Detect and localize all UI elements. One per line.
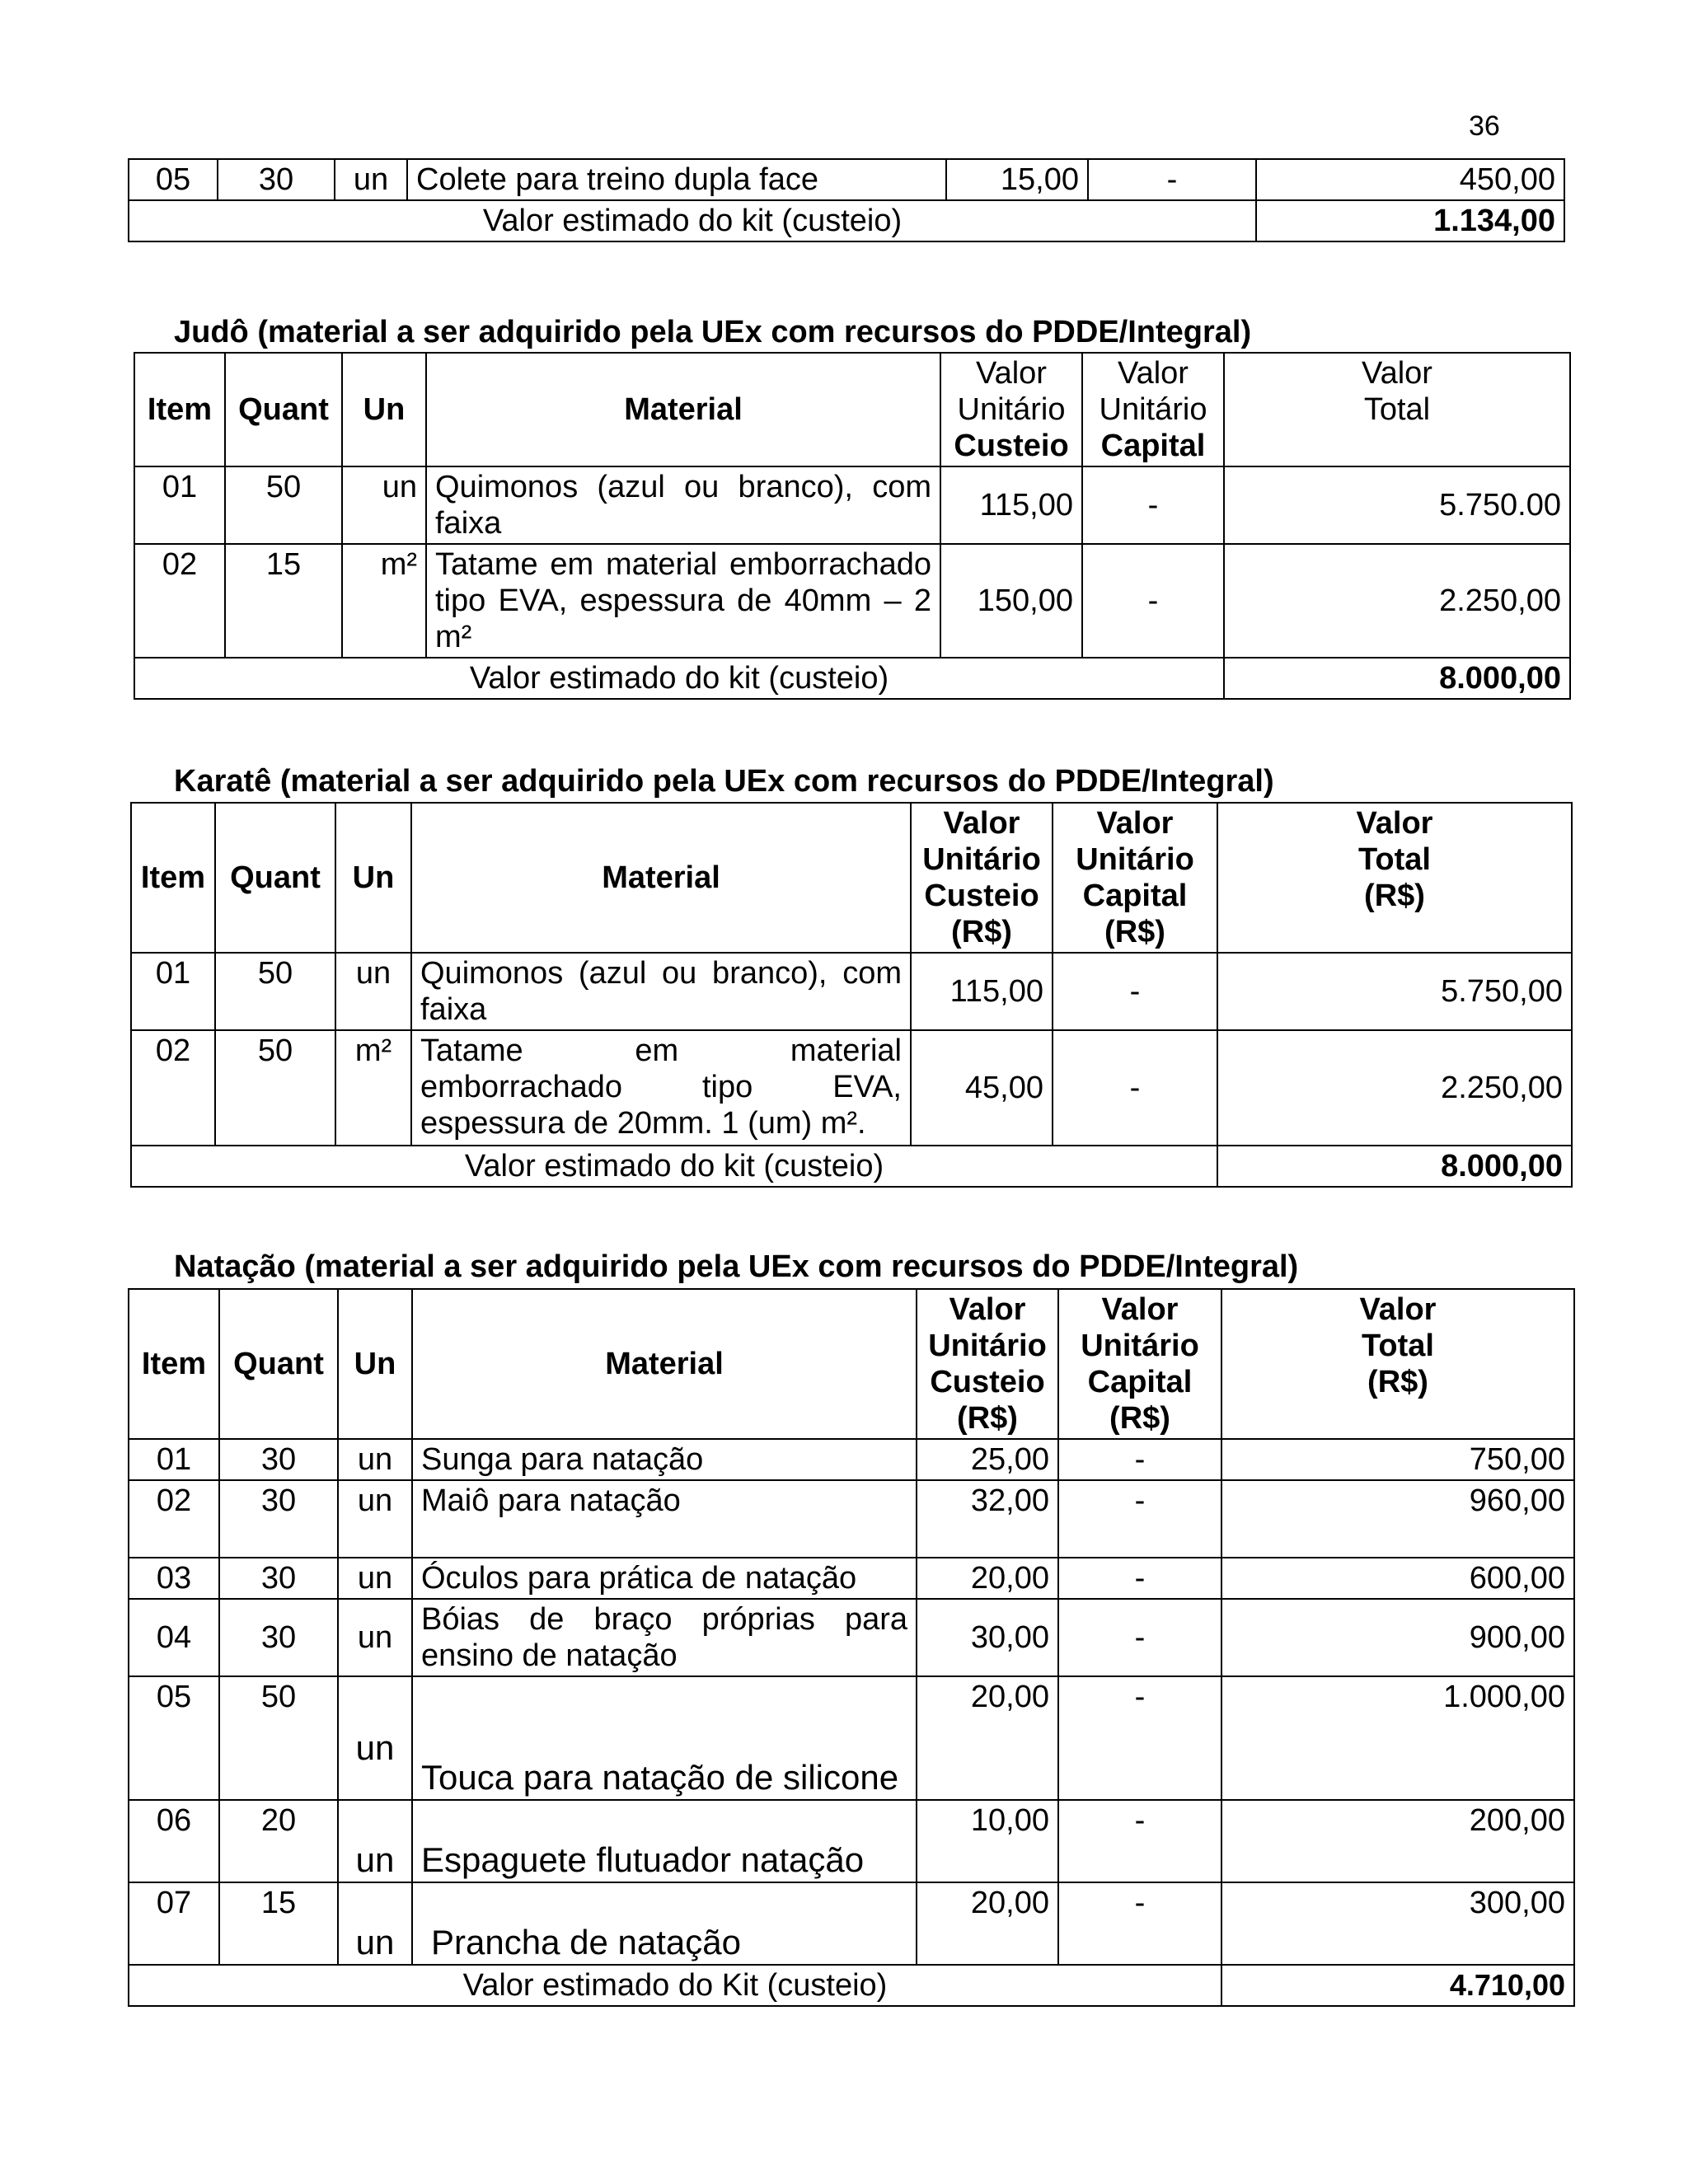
total-cell: 2.250,00 — [1224, 544, 1570, 658]
header-quant: Quant — [219, 1289, 338, 1439]
total-cell: 300,00 — [1221, 1882, 1574, 1965]
item-cell: 07 — [129, 1882, 219, 1965]
capital-cell: - — [1053, 1030, 1217, 1146]
custeio-cell: 25,00 — [917, 1439, 1058, 1480]
unit-cell: un — [338, 1882, 412, 1965]
unit-cell: un — [338, 1558, 412, 1599]
material-cell: Maiô para natação — [412, 1480, 917, 1558]
material-cell: Touca para natação de silicone — [412, 1676, 917, 1800]
unit-cell: un — [338, 1599, 412, 1676]
header-un: Un — [335, 803, 411, 953]
total-label: Valor estimado do kit (custeio) — [131, 1146, 1217, 1187]
continuation-table — [128, 158, 1565, 242]
header-total: Valor Total (R$) — [1221, 1289, 1574, 1439]
total-cell: 960,00 — [1221, 1480, 1574, 1558]
capital-cell: - — [1082, 466, 1224, 544]
header-item: Item — [134, 353, 225, 466]
table-row — [131, 953, 1572, 1030]
header-row — [131, 803, 1572, 953]
header-quant: Quant — [215, 803, 335, 953]
capital-cell: - — [1058, 1676, 1221, 1800]
custeio-cell: 20,00 — [917, 1558, 1058, 1599]
table-row — [129, 1800, 1574, 1882]
table-row — [134, 544, 1570, 658]
item-cell: 02 — [134, 544, 225, 658]
item-cell: 01 — [134, 466, 225, 544]
material-cell: Quimonos (azul ou branco), com faixa — [411, 953, 911, 1030]
header-quant: Quant — [225, 353, 342, 466]
table-row — [129, 1480, 1574, 1558]
total-cell: 600,00 — [1221, 1558, 1574, 1599]
item-cell: 05 — [129, 1676, 219, 1800]
capital-cell: - — [1058, 1882, 1221, 1965]
capital-cell: - — [1082, 544, 1224, 658]
capital-cell: - — [1058, 1558, 1221, 1599]
header-material: Material — [426, 353, 940, 466]
quant-cell: 30 — [219, 1558, 338, 1599]
unit-cell: un — [335, 953, 411, 1030]
custeio-cell: 115,00 — [940, 466, 1082, 544]
capital-cell: - — [1053, 953, 1217, 1030]
natacao-title: Natação (material a ser adquirido pela UEx com recursos do PDDE/Integral) — [174, 1249, 1299, 1284]
unit-cell: m² — [335, 1030, 411, 1146]
unit-cell: un — [335, 159, 407, 200]
custeio-cell: 115,00 — [911, 953, 1053, 1030]
header-row — [134, 353, 1570, 466]
total-cell: 5.750,00 — [1217, 953, 1572, 1030]
unit-cell: un — [338, 1439, 412, 1480]
unit-cell: un — [338, 1800, 412, 1882]
table-row — [134, 466, 1570, 544]
item-cell: 04 — [129, 1599, 219, 1676]
quant-cell: 30 — [219, 1439, 338, 1480]
total-value: 1.134,00 — [1256, 200, 1564, 241]
table-row — [129, 1439, 1574, 1480]
unit-cell: un — [342, 466, 426, 544]
total-label: Valor estimado do kit (custeio) — [129, 200, 1256, 241]
total-row — [129, 1965, 1574, 2006]
table-row — [129, 1558, 1574, 1599]
material-cell: Sunga para natação — [412, 1439, 917, 1480]
total-row — [129, 200, 1564, 241]
karate-title: Karatê (material a ser adquirido pela UEx com recursos do PDDE/Integral) — [174, 764, 1274, 799]
total-row — [134, 658, 1570, 699]
header-material: Material — [412, 1289, 917, 1439]
material-cell: Prancha de natação — [412, 1882, 917, 1965]
custeio-cell: 15,00 — [946, 159, 1088, 200]
natacao-table — [128, 1288, 1575, 2007]
capital-cell: - — [1058, 1800, 1221, 1882]
capital-cell: - — [1058, 1480, 1221, 1558]
quant-cell: 50 — [215, 953, 335, 1030]
item-cell: 06 — [129, 1800, 219, 1882]
header-capital: Valor Unitário Capital — [1082, 353, 1224, 466]
quant-cell: 20 — [219, 1800, 338, 1882]
custeio-cell: 20,00 — [917, 1676, 1058, 1800]
total-label: Valor estimado do kit (custeio) — [134, 658, 1224, 699]
header-un: Un — [342, 353, 426, 466]
material-cell: Espaguete flutuador natação — [412, 1800, 917, 1882]
karate-table — [130, 802, 1573, 1188]
item-cell: 01 — [131, 953, 215, 1030]
table-row — [129, 159, 1564, 200]
total-cell: 450,00 — [1256, 159, 1564, 200]
total-cell: 2.250,00 — [1217, 1030, 1572, 1146]
custeio-cell: 30,00 — [917, 1599, 1058, 1676]
material-cell: Óculos para prática de natação — [412, 1558, 917, 1599]
capital-cell: - — [1058, 1599, 1221, 1676]
custeio-cell: 45,00 — [911, 1030, 1053, 1146]
page-number: 36 — [1469, 110, 1500, 142]
total-cell: 5.750.00 — [1224, 466, 1570, 544]
header-custeio: Valor Unitário Custeio — [940, 353, 1082, 466]
item-cell: 02 — [129, 1480, 219, 1558]
header-capital: Valor Unitário Capital (R$) — [1053, 803, 1217, 953]
header-un: Un — [338, 1289, 412, 1439]
unit-cell: un — [338, 1676, 412, 1800]
item-cell: 01 — [129, 1439, 219, 1480]
header-custeio: Valor Unitário Custeio (R$) — [911, 803, 1053, 953]
quant-cell: 15 — [219, 1882, 338, 1965]
total-cell: 200,00 — [1221, 1800, 1574, 1882]
judo-table — [134, 352, 1571, 700]
total-value: 8.000,00 — [1217, 1146, 1572, 1187]
material-cell: Quimonos (azul ou branco), com faixa — [426, 466, 940, 544]
total-value: 4.710,00 — [1221, 1965, 1574, 2006]
custeio-cell: 20,00 — [917, 1882, 1058, 1965]
header-capital: Valor Unitário Capital (R$) — [1058, 1289, 1221, 1439]
header-custeio: Valor Unitário Custeio (R$) — [917, 1289, 1058, 1439]
material-cell: Colete para treino dupla face — [407, 159, 946, 200]
quant-cell: 30 — [219, 1599, 338, 1676]
total-label: Valor estimado do Kit (custeio) — [129, 1965, 1221, 2006]
quant-cell: 50 — [219, 1676, 338, 1800]
material-cell: Tatame em material emborrachado tipo EVA, espessura de 40mm – 2 m² — [426, 544, 940, 658]
item-cell: 05 — [129, 159, 218, 200]
header-row — [129, 1289, 1574, 1439]
quant-cell: 30 — [219, 1480, 338, 1558]
total-cell: 1.000,00 — [1221, 1676, 1574, 1800]
material-cell: Tatame em material emborrachado tipo EVA, espessura de 20mm. 1 (um) m². — [411, 1030, 911, 1146]
custeio-cell: 10,00 — [917, 1800, 1058, 1882]
total-value: 8.000,00 — [1224, 658, 1570, 699]
custeio-cell: 150,00 — [940, 544, 1082, 658]
unit-cell: un — [338, 1480, 412, 1558]
quant-cell: 50 — [215, 1030, 335, 1146]
header-item: Item — [129, 1289, 219, 1439]
capital-cell: - — [1058, 1439, 1221, 1480]
table-row — [129, 1676, 1574, 1800]
header-item: Item — [131, 803, 215, 953]
header-total: Valor Total — [1224, 353, 1570, 466]
item-cell: 02 — [131, 1030, 215, 1146]
total-row — [131, 1146, 1572, 1187]
capital-cell: - — [1088, 159, 1256, 200]
unit-cell: m² — [342, 544, 426, 658]
quant-cell: 50 — [225, 466, 342, 544]
table-row — [131, 1030, 1572, 1146]
total-cell: 900,00 — [1221, 1599, 1574, 1676]
item-cell: 03 — [129, 1558, 219, 1599]
header-total: Valor Total (R$) — [1217, 803, 1572, 953]
quant-cell: 30 — [218, 159, 335, 200]
table-row — [129, 1599, 1574, 1676]
custeio-cell: 32,00 — [917, 1480, 1058, 1558]
table-row — [129, 1882, 1574, 1965]
quant-cell: 15 — [225, 544, 342, 658]
total-cell: 750,00 — [1221, 1439, 1574, 1480]
header-material: Material — [411, 803, 911, 953]
judo-title: Judô (material a ser adquirido pela UEx com recursos do PDDE/Integral) — [174, 315, 1252, 349]
material-cell: Bóias de braço próprias para ensino de natação — [412, 1599, 917, 1676]
